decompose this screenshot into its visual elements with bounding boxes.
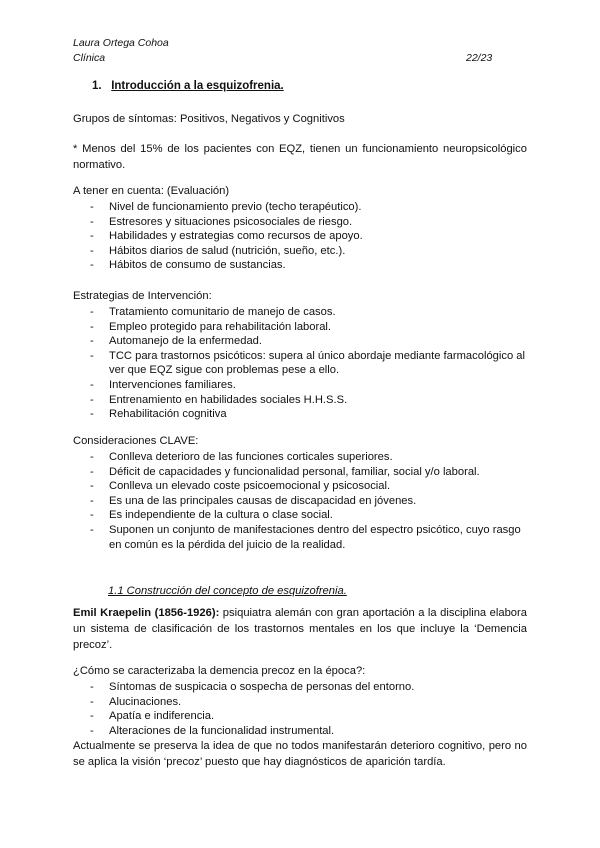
list-item: - Déficit de capacidades y funcionalidad personal, familiar, social y/o laboral. xyxy=(73,465,533,480)
kraepelin-name: Emil Kraepelin (1856-1926): xyxy=(73,607,220,619)
list-item: - Intervenciones familiares. xyxy=(73,378,533,393)
key-considerations-heading: Consideraciones CLAVE: xyxy=(73,435,199,447)
header-author: Laura Ortega Cohoa xyxy=(73,37,169,49)
note-paragraph: * Menos del 15% de los pacientes con EQZ, tienen un funcionamiento neuropsicológico normativo. xyxy=(73,143,527,171)
closing-paragraph: Actualmente se preserva la idea de que no todos manifestarán deterioro cognitivo, pero no se aplica la visión ‘precoz’ puesto que hay diagnósticos de aparición tardía. xyxy=(73,740,527,768)
list-item: - Alteraciones de la funcionalidad instrumental. xyxy=(73,724,533,739)
list-item: - Apatía e indiferencia. xyxy=(73,709,533,724)
list-item: - Automanejo de la enfermedad. xyxy=(73,334,533,349)
list-item: - Síntomas de suspicacia o sospecha de personas del entorno. xyxy=(73,680,533,695)
list-item: - Entrenamiento en habilidades sociales H.H.S.S. xyxy=(73,393,533,408)
subsection-title: 1.1 Construcción del concepto de esquizofrenia. xyxy=(108,585,347,597)
list-item: - Hábitos de consumo de sustancias. xyxy=(73,258,533,273)
list-item: - Tratamiento comunitario de manejo de casos. xyxy=(73,305,533,320)
section-title-text: Introducción a la esquizofrenia. xyxy=(111,80,284,92)
key-considerations-list xyxy=(73,450,533,552)
list-item: - Rehabilitación cognitiva xyxy=(73,407,533,422)
list-item: - Nivel de funcionamiento previo (techo terapéutico). xyxy=(73,200,533,215)
symptom-groups-line: Grupos de síntomas: Positivos, Negativos y Cognitivos xyxy=(73,113,345,125)
dementia-list xyxy=(73,680,533,738)
header-subject: Clínica xyxy=(73,52,106,64)
evaluation-list xyxy=(73,200,533,273)
kraepelin-text: psiquiatra alemán con gran aportación a la disciplina elabora un sistema de clasificación de los trastornos mentales en los que incluye la ‘Demencia precoz’. xyxy=(73,607,527,651)
list-item: - Empleo protegido para rehabilitación laboral. xyxy=(73,320,533,335)
list-item: - Estresores y situaciones psicosociales de riesgo. xyxy=(73,215,533,230)
list-item: - Conlleva un elevado coste psicoemocional y psicosocial. xyxy=(73,479,533,494)
dementia-question: ¿Cómo se caracterizaba la demencia precoz en la época?: xyxy=(73,665,366,677)
strategies-heading: Estrategias de Intervención: xyxy=(73,290,212,302)
strategies-list xyxy=(73,305,533,422)
list-item: - Habilidades y estrategias como recursos de apoyo. xyxy=(73,229,533,244)
list-item: - Suponen un conjunto de manifestaciones dentro del espectro psicótico, cuyo rasgo en común es la pérdida del juicio de la realidad. xyxy=(73,523,533,552)
list-item: - Alucinaciones. xyxy=(73,695,533,710)
list-item: - TCC para trastornos psicóticos: supera al único abordaje mediante farmacológico al ver que EQZ sigue con problemas pese a ello. xyxy=(73,349,533,378)
list-item: - Hábitos diarios de salud (nutrición, sueño, etc.). xyxy=(73,244,533,259)
section-title xyxy=(92,80,284,92)
evaluation-heading: A tener en cuenta: (Evaluación) xyxy=(73,185,230,197)
list-item: - Conlleva deterioro de las funciones corticales superiores. xyxy=(73,450,533,465)
header-course: 22/23 xyxy=(466,52,493,64)
list-item: - Es independiente de la cultura o clase social. xyxy=(73,508,533,523)
section-number: 1. xyxy=(92,80,102,92)
kraepelin-paragraph xyxy=(73,605,527,653)
list-item: - Es una de las principales causas de discapacidad en jóvenes. xyxy=(73,494,533,509)
